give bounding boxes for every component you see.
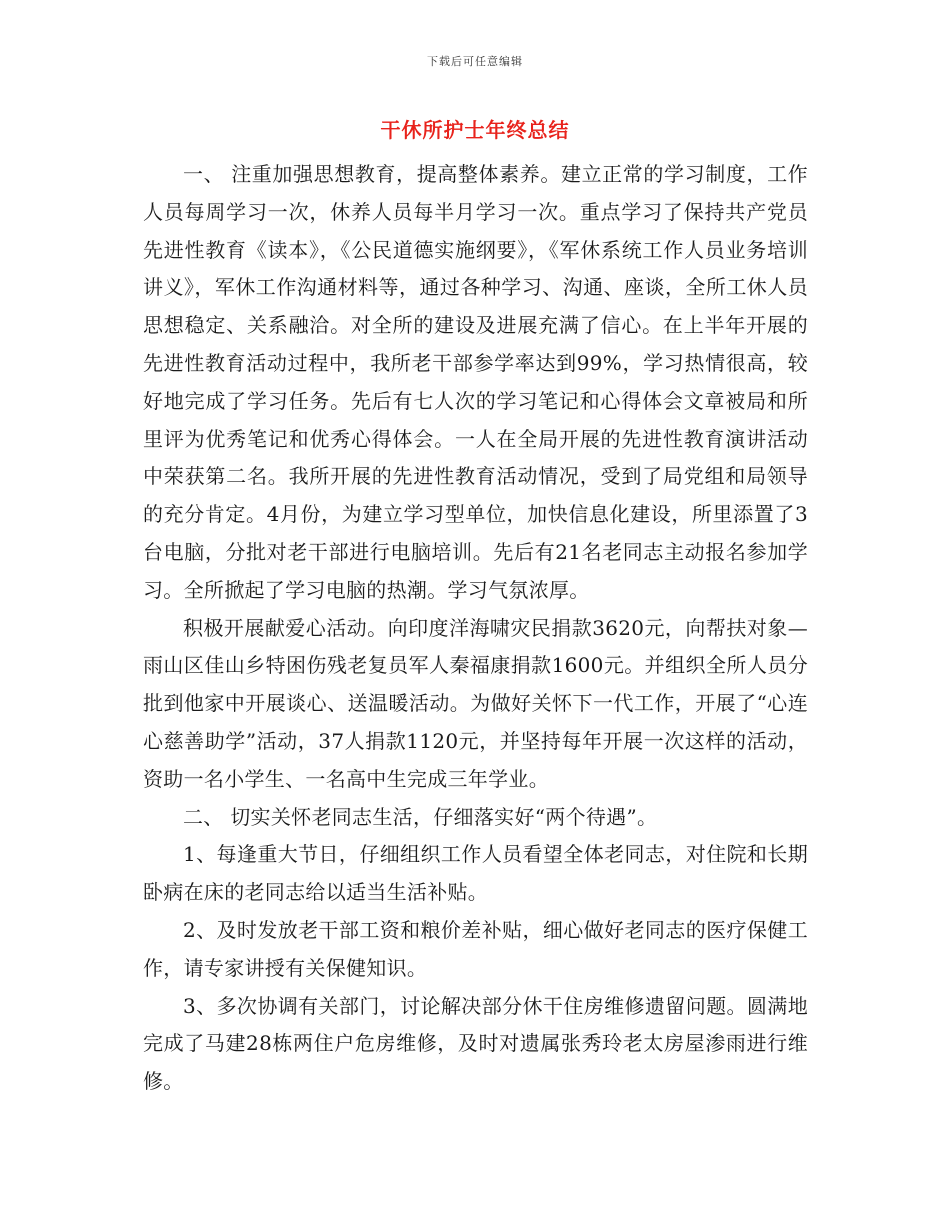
- paragraph-item-2: 2、及时发放老干部工资和粮价差补贴，细心做好老同志的医疗保健工作，请专家讲授有关保健知识。: [143, 917, 808, 980]
- document-title: 干休所护士年终总结: [380, 118, 570, 142]
- paragraph-charity: 积极开展献爱心活动。向印度洋海啸灾民捐款3620元，向帮扶对象—雨山区佳山乡特困伤残老复员军人秦福康捐款1600元。并组织全所人员分批到他家中开展谈心、送温暖活动。为做好关怀下一代工作，开展了“心连心慈善助学”活动，37人捐款1120元，并坚持每年开展一次这样的活动，资助一名小学生、一名高中生完成三年学业。: [143, 615, 808, 791]
- paragraph-item-1: 1、每逢重大节日，仔细组织工作人员看望全体老同志，对住院和长期卧病在床的老同志给以适当生活补贴。: [143, 842, 808, 905]
- document-body: [143, 156, 808, 1101]
- paragraph-item-3: 3、多次协调有关部门，讨论解决部分休干住房维修遗留问题。圆满地完成了马建28栋两住户危房维修，及时对遗属张秀玲老太房屋渗雨进行维修。: [143, 993, 808, 1094]
- header-note: 下载后可任意编辑: [427, 55, 523, 68]
- paragraph-section-two-heading: 二、 切实关怀老同志生活，仔细落实好“两个待遇”。: [183, 804, 658, 829]
- paragraph-education: 一、 注重加强思想教育，提高整体素养。建立正常的学习制度，工作人员每周学习一次，休养人员每半月学习一次。重点学习了保持共产党员先进性教育《读本》，《公民道德实施纲要》，《军休系统工作人员业务培训讲义》，军休工作沟通材料等，通过各种学习、沟通、座谈，全所工休人员思想稳定、关系融洽。对全所的建设及进展充满了信心。在上半年开展的先进性教育活动过程中，我所老干部参学率达到99%，学习热情很高，较好地完成了学习任务。先后有七人次的学习笔记和心得体会文章被局和所里评为优秀笔记和优秀心得体会。一人在全局开展的先进性教育演讲活动中荣获第二名。我所开展的先进性教育活动情况，受到了局党组和局领导的充分肯定。4月份，为建立学习型单位，加快信息化建设，所里添置了3台电脑，分批对老干部进行电脑培训。先后有21名老同志主动报名参加学习。全所掀起了学习电脑的热潮。学习气氛浓厚。: [143, 162, 808, 602]
